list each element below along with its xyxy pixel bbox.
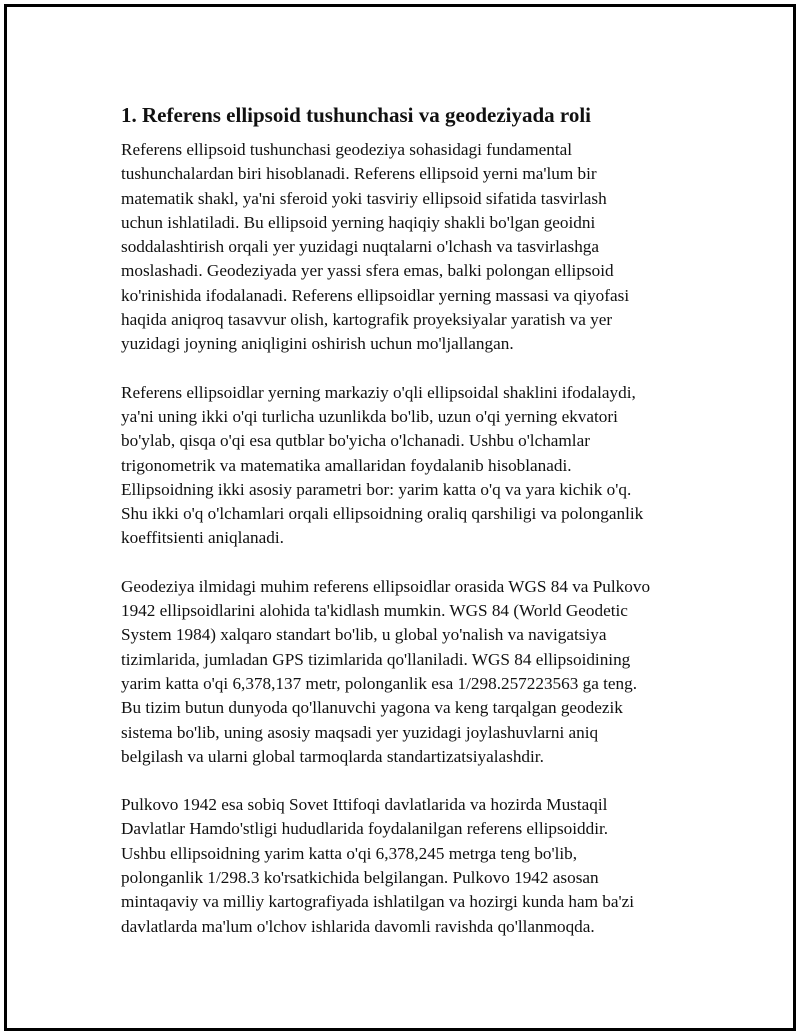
page-frame — [4, 4, 796, 1031]
paragraph-1: Referens ellipsoid tushunchasi geodeziya sohasidagi fundamental tushunchalardan biri hisoblanadi. Referens ellipsoid yerni ma'lum bir matematik shakl, ya'ni sferoid yoki tasviriy ellipsoid sifatida tasvirlash uchun ishlatiladi. Bu ellipsoid yerning haqiqiy shakli bo'lgan geoidni soddalashtirish orqali yer yuzidagi nuqtalarni o'lchash va tasvirlashga moslashadi. Geodeziyada yer yassi sfera emas, balki polongan ellipsoid ko'rinishida ifodalanadi. Referens ellipsoidlar yerning massasi va qiyofasi haqida aniqroq tasavvur olish, kartografik proyeksiyalar yaratish va yer yuzidagi joyning aniqligini oshirish uchun mo'ljallangan. — [121, 140, 630, 354]
paragraph-3: Geodeziya ilmidagi muhim referens ellipsoidlar orasida WGS 84 va Pulkovo 1942 ellipsoidlarini alohida ta'kidlash mumkin. WGS 84 (World Geodetic System 1984) xalqaro standart bo'lib, u global yo'nalish va navigatsiya tizimlarida, jumladan GPS tizimlarida qo'llaniladi. WGS 84 ellipsoidining yarim katta o'qi 6,378,137 metr, polonganlik esa 1/298.257223563 ga teng. Bu tizim butun dunyoda qo'llanuvchi yagona va keng tarqalgan geodezik sistema bo'lib, uning asosiy maqsadi yer yuzidagi joylashuvlarni aniq belgilash va ularni global tarmoqlarda standartizatsiyalashdir. — [121, 576, 651, 766]
document-body — [121, 102, 701, 963]
paragraph-2: Referens ellipsoidlar yerning markaziy o'qli ellipsoidal shaklini ifodalaydi, ya'ni uning ikki o'qi turlicha uzunlikda bo'lib, uzun o'qi yerning ekvatori bo'ylab, qisqa o'qi esa qutblar bo'yicha o'lchanadi. Ushbu o'lchamlar trigonometrik va matematika amallaridan foydalanib hisoblanadi. Ellipsoidning ikki asosiy parametri bor: yarim katta o'q va yara kichik o'q. Shu ikki o'q o'lchamlari orqali ellipsoidning oraliq qarshiligi va polonganlik koeffitsienti aniqlanadi. — [121, 382, 644, 548]
section-heading: 1. Referens ellipsoid tushunchasi va geodeziyada roli — [121, 103, 592, 127]
paragraph-4: Pulkovo 1942 esa sobiq Sovet Ittifoqi davlatlarida va hozirda Mustaqil Davlatlar Hamdo'stligi hududlarida foydalanilgan referens ellipsoiddir. Ushbu ellipsoidning yarim katta o'qi 6,378,245 metrga teng bo'lib, polonganlik 1/298.3 ko'rsatkichida belgilangan. Pulkovo 1942 asosan mintaqaviy va milliy kartografiyada ishlatilgan va hozirgi kunda ham ba'zi davlatlarda ma'lum o'lchov ishlarida davomli ravishda qo'llanmoqda. — [121, 795, 635, 936]
